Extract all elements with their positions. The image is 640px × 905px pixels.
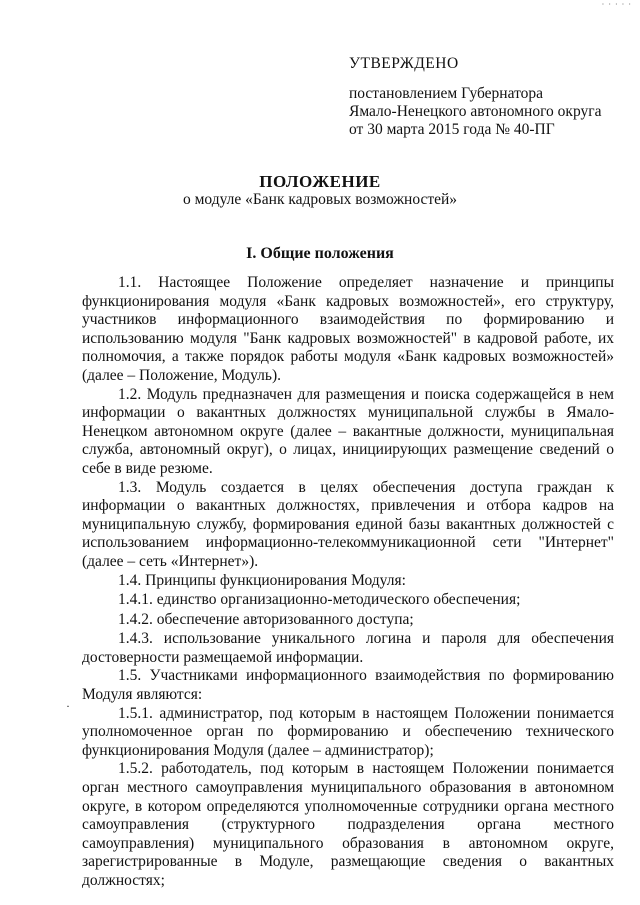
paragraph-1-5: 1.5. Участниками информационного взаимодействия по формированию Модуля являются: xyxy=(82,667,614,704)
paragraph-1-4: 1.4. Принципы функционирования Модуля: xyxy=(118,571,406,589)
paragraph-1-4-3: 1.4.3. использование уникального логина и пароля для обеспечения достоверности размещаемой информации. xyxy=(82,630,614,666)
paragraph-1-3: 1.3. Модуль создается в целях обеспечения доступа граждан к информации о вакантных должностях, привлечения и отбора кадров на муниципальную службу, формирования единой базы вакантных должностей с использованием информационно-телекоммуникационной сети "Интернет" (далее – сеть «Интернет»). xyxy=(82,478,614,570)
document-subtitle: о модуле «Банк кадровых возможностей» xyxy=(182,191,458,208)
section-title: I. Общие положения xyxy=(246,245,394,262)
corner-mark: · · · · · xyxy=(601,0,632,9)
paragraph-1-4-1: 1.4.1. единство организационно-методического обеспечения; xyxy=(118,591,521,609)
paragraph-1-4-2: 1.4.2. обеспечение авторизованного доступа; xyxy=(118,610,414,628)
approval-block xyxy=(349,55,619,139)
approval-title: УТВЕРЖДЕНО xyxy=(349,55,459,72)
paragraph-1-1: 1.1. Настоящее Положение определяет назначение и принципы функционирования модуля «Банк кадровых возможностей», его структуру, участников информационного взаимодействия по формированию и использованию модуля "Банк кадровых возможностей" в кадровой работе, их полномочия, а также порядок работы модуля «Банк кадровых возможностей» (далее – Положение, Модуль). xyxy=(82,274,614,384)
approval-line-1: постановлением Губернатора xyxy=(349,85,544,102)
approval-line-3: от 30 марта 2015 года № 40-ПГ xyxy=(349,121,555,138)
paragraph-1-5-1: 1.5.1. администратор, под которым в настоящем Положении понимается уполномоченное орган по формированию и обеспечению технического функционирования Модуля (далее – администратор); xyxy=(82,704,614,759)
document-title: ПОЛОЖЕНИЕ xyxy=(259,172,381,191)
margin-mark: · xyxy=(66,699,70,713)
paragraph-1-2: 1.2. Модуль предназначен для размещения и поиска содержащейся в нем информации о вакантных должностях муниципальной службы в Ямало-Ненецком автономном округе (далее – вакантные должности, муниципальная служба, автономный округ), о лицах, инициирующих размещение сведений о себе в виде резюме. xyxy=(82,385,614,477)
paragraph-1-5-2: 1.5.2. работодатель, под которым в настоящем Положении понимается орган местного самоуправления муниципального образования в автономном округе, в котором определяются уполномоченные сотрудники органа местного самоуправления (структурного подразделения органа местного самоуправления) муниципального образования в автономном округе, зарегистрированные в Модуле, размещающие сведения о вакантных должностях; xyxy=(82,760,614,889)
approval-line-2: Ямало-Ненецкого автономного округа xyxy=(349,103,602,120)
document-body xyxy=(82,274,614,891)
